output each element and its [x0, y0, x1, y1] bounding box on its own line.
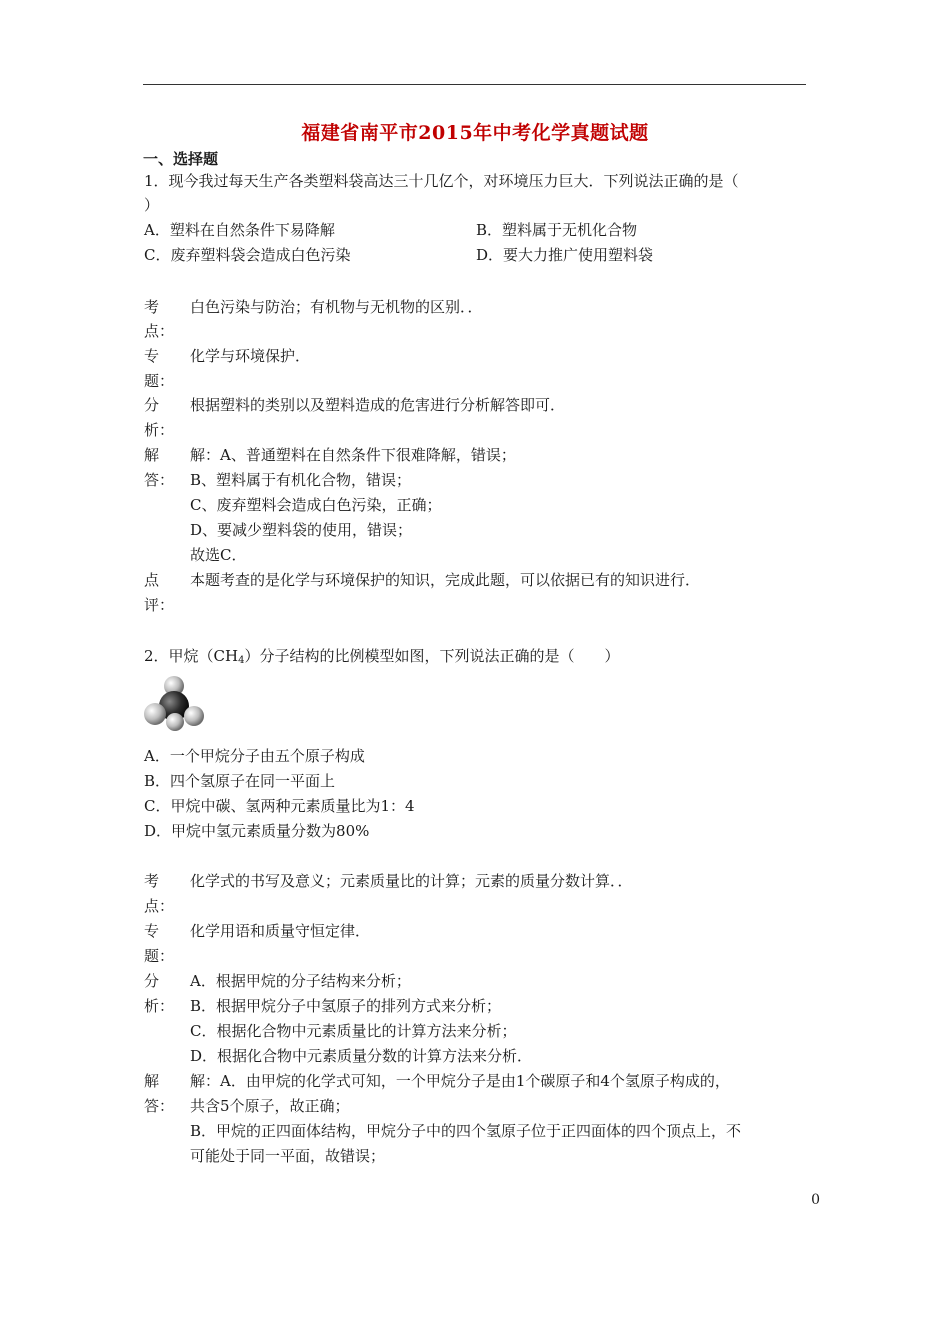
q2-stem-post: ）分子结构的比例模型如图，下列说法正确的是（ ） [244, 647, 620, 665]
label-ti: 题： [144, 947, 175, 965]
hydrogen-atom [144, 703, 166, 725]
q1-option-d: D．要大力推广使用塑料袋 [476, 246, 654, 264]
label-jie: 解 [144, 446, 160, 464]
q2-kaodian: 化学式的书写及意义；元素质量比的计算；元素的质量分数计算．． [190, 872, 633, 890]
label-da: 答： [144, 1097, 175, 1115]
q2-fenxi-line: C．根据化合物中元素质量比的计算方法来分析； [190, 1022, 517, 1040]
page-number: 0 [811, 1192, 820, 1208]
q2-stem-sub: 4 [238, 655, 245, 666]
q2-option-b: B．四个氢原子在同一平面上 [144, 772, 336, 790]
label-da: 答： [144, 471, 175, 489]
q2-fenxi-line: A．根据甲烷的分子结构来分析； [190, 972, 411, 990]
label-xi: 析： [144, 997, 175, 1015]
label-dian: 点： [144, 322, 175, 340]
label-ping: 评： [144, 596, 175, 614]
q1-jieda-line: C、废弃塑料会造成白色污染，正确； [190, 496, 442, 514]
label-jie: 解 [144, 1072, 160, 1090]
q2-jieda-line: 共含5个原子，故正确； [190, 1097, 350, 1115]
q1-jieda-line: 解：A、普通塑料在自然条件下很难降解，错误； [190, 446, 516, 464]
label-ti: 题： [144, 372, 175, 390]
q2-option-c: C．甲烷中碳、氢两种元素质量比为1：4 [144, 797, 415, 815]
q2-jieda-line: B．甲烷的正四面体结构，甲烷分子中的四个氢原子位于正四面体的四个顶点上，不 [190, 1122, 742, 1140]
q2-stem [144, 647, 620, 670]
q2-stem-pre: 2．甲烷（CH [144, 647, 239, 665]
label-kao: 考 [144, 298, 160, 316]
q1-option-b: B．塑料属于无机化合物 [476, 221, 638, 239]
q2-fenxi-line: D．根据化合物中元素质量分数的计算方法来分析． [190, 1047, 533, 1065]
label-fen: 分 [144, 972, 160, 990]
methane-model-image [142, 676, 208, 732]
hydrogen-atom [184, 706, 204, 726]
q1-fenxi: 根据塑料的类别以及塑料造成的危害进行分析解答即可． [190, 396, 566, 414]
q1-jieda-line: B、塑料属于有机化合物，错误； [190, 471, 412, 489]
hydrogen-atom [166, 713, 184, 731]
header-rule [143, 84, 806, 85]
section-heading: 一、选择题 [143, 150, 219, 168]
q2-jieda-line: 可能处于同一平面，故错误； [190, 1147, 386, 1165]
q1-jieda-line: D、要减少塑料袋的使用，错误； [190, 521, 413, 539]
label-dian: 点： [144, 897, 175, 915]
label-xi: 析： [144, 421, 175, 439]
q2-fenxi-line: B．根据甲烷分子中氢原子的排列方式来分析； [190, 997, 502, 1015]
q1-option-c: C．废弃塑料袋会造成白色污染 [144, 246, 351, 264]
q1-jieda-line: 故选C． [190, 546, 247, 564]
q1-kaodian: 白色污染与防治；有机物与无机物的区别．． [190, 298, 483, 316]
page-title: 福建省南平市2015年中考化学真题试题 [301, 122, 649, 144]
label-dian2: 点 [144, 571, 160, 589]
label-kao: 考 [144, 872, 160, 890]
q1-stem-line1: 1．现今我过每天生产各类塑料袋高达三十几亿个，对环境压力巨大．下列说法正确的是（ [144, 172, 739, 190]
q1-stem-line2: ） [144, 196, 160, 214]
q2-option-d: D．甲烷中氢元素质量分数为80% [144, 822, 370, 840]
q1-option-a: A．塑料在自然条件下易降解 [144, 221, 335, 239]
q1-zhuanti: 化学与环境保护． [190, 347, 311, 365]
q2-jieda-line: 解：A．由甲烷的化学式可知，一个甲烷分子是由1个碳原子和4个氢原子构成的， [190, 1072, 730, 1090]
label-zhuan: 专 [144, 922, 160, 940]
label-zhuan: 专 [144, 347, 160, 365]
q1-dianping: 本题考查的是化学与环境保护的知识，完成此题，可以依据已有的知识进行． [190, 571, 701, 589]
label-fen: 分 [144, 396, 160, 414]
q2-option-a: A．一个甲烷分子由五个原子构成 [144, 747, 365, 765]
q2-zhuanti: 化学用语和质量守恒定律． [190, 922, 371, 940]
